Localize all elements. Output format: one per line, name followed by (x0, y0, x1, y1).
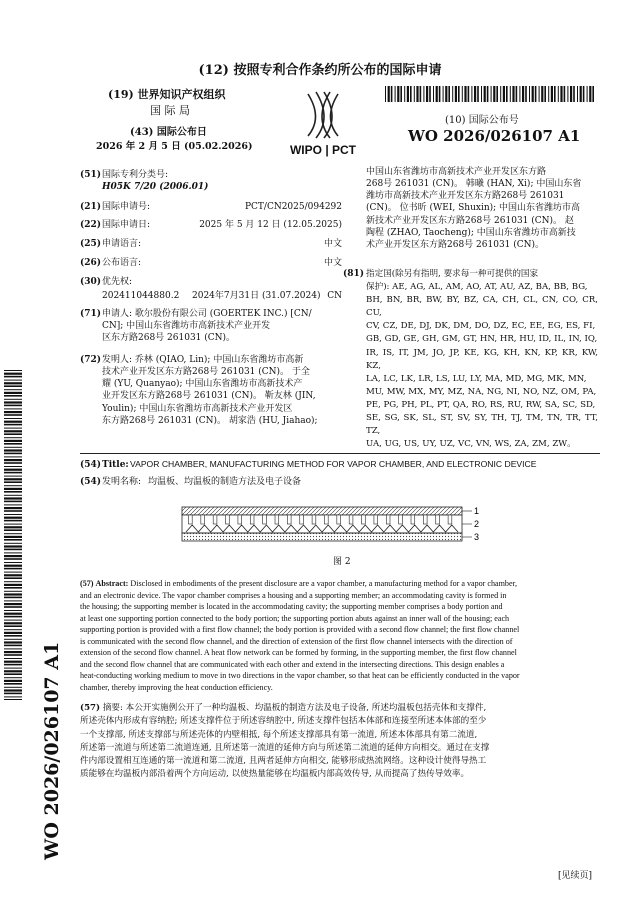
designated-line: GB, GD, GE, GH, GM, GT, HN, HR, HU, ID, IL, IN, IQ, (366, 334, 598, 345)
field-code: (57) (80, 703, 101, 713)
field-code: (54) (80, 477, 102, 487)
title-chinese-label: 发明名称: (102, 477, 142, 487)
field-label: 申请语言: (102, 239, 142, 249)
field-application-number (80, 201, 342, 215)
inventor-line: 技术产业开发区东方路268号 261031 (CN)。 于全 (102, 367, 310, 378)
title-chinese (80, 476, 600, 490)
figure-pillar (300, 515, 304, 524)
figure-pillar (386, 515, 390, 524)
field-ipc (80, 169, 342, 195)
inventor-line: 东方路268号 261031 (CN)。 胡家浩 (HU, Jiahao); (102, 415, 318, 426)
figure-label-2: 2 (474, 519, 480, 529)
field-publication-language (80, 257, 342, 271)
barcode-top (385, 86, 595, 102)
figure-pillar (374, 515, 378, 524)
figure-pillar (238, 515, 242, 524)
intl-pub-number: WO 2026/026107 A1 (408, 127, 581, 145)
figure-caption: 图 2 (333, 557, 351, 567)
abstract-chinese-line: 本公开实施例公开了一种均温板、均温板的制造方法及电子设备, 所述均温板包括壳体和支撑件, (125, 703, 487, 713)
section-divider (80, 453, 600, 454)
designated-line: SE, SG, SK, SL, ST, SV, SY, TH, TJ, TM, TN, TR, TT, TZ, (366, 413, 598, 437)
figure-top-plate (182, 507, 462, 515)
figure-bottom-plate (182, 533, 462, 541)
field-value: 中文 (323, 239, 342, 249)
inventor-line: Youlin); 中国山东省潍坊市高新技术产业开发区 (102, 403, 293, 414)
title-english (80, 459, 600, 473)
designated-line: LA, LC, LK, LR, LS, LU, LY, MA, MD, MG, MK, MN, (366, 373, 587, 384)
designated-line: UA, UG, US, UY, UZ, VC, VN, WS, ZA, ZM, ZW。 (366, 439, 576, 450)
field-label: 优先权: (102, 277, 133, 287)
field-code: (25) (80, 239, 102, 249)
figure-pillar (436, 515, 440, 524)
field-code: (26) (80, 258, 102, 268)
organization-bureau: 国 际 局 (150, 104, 190, 117)
abstract-english-line: heat-conducting working medium to move in two directions in the vapor chamber, so that heat can be efficiently conducted in the vapor (80, 671, 520, 680)
abstract-chinese-line: 一个支撑部, 所述支撑部与所述壳体的内壁相抵, 每个所述支撑部具有第一流道, 所述本体部具有第二流道, (80, 729, 478, 740)
field-code: (71) (80, 309, 102, 319)
abstract-english (80, 578, 600, 698)
designated-line: 保护): AE, AG, AL, AM, AO, AT, AU, AZ, BA, BB, BG, (366, 282, 588, 293)
figure-pillar (287, 515, 291, 524)
field-code: (81) (343, 269, 365, 279)
field-filing-language (80, 238, 342, 252)
inventor-line: 业开发区东方路268号 261031 (CN)。 靳友林 (JIN, (102, 391, 316, 402)
field-inventors-continued (366, 166, 596, 262)
inventor-line: 潍坊市高新技术产业开发区东方路268号 261031 (366, 191, 565, 202)
abstract-english-line: and the second flow channel that are communicated with each other and extend in the intersecting directions. This design enables a (80, 659, 505, 669)
field-value: 中文 (323, 258, 342, 268)
figure-pillar (263, 515, 267, 524)
figure-pillar (362, 515, 366, 524)
field-code: (51) (80, 170, 102, 180)
inventor-line: 耀 (YU, Quanyao); 中国山东省潍坊市高新技术产 (102, 379, 303, 390)
inventor-line: 新技术产业开发区东方路268号 261031 (CN)。 赵 (366, 215, 574, 226)
figure-pillar (411, 515, 415, 524)
field-label: 国际申请号: (102, 202, 151, 212)
priority-date: 2024年7月31日 (31.07.2024) (192, 291, 321, 301)
figure-middle-layer (182, 515, 462, 533)
abstract-chinese-line: 件内部设置相互连通的第一流道和第二流道, 且两者延伸方向相交, 能够形成热流网络。这种设计使得导热工 (80, 756, 487, 767)
abstract-english-line: at least one supporting portion connected to the body portion; the supporting portion abuts against an inner wall of the housing; each (80, 613, 510, 623)
field-inventors (80, 354, 342, 434)
designated-line: CV, CZ, DE, DJ, DK, DM, DO, DZ, EC, EE, EG, ES, FI, (366, 321, 596, 332)
document-title: (12) 按照专利合作条约所公布的国际申请 (198, 63, 442, 78)
field-value: PCT/CN2025/094292 (244, 202, 342, 212)
title-english-text: VAPOR CHAMBER, MANUFACTURING METHOD FOR VAPOR CHAMBER, AND ELECTRONIC DEVICE (130, 459, 537, 469)
field-code: (22) (80, 220, 102, 230)
figure-pillar (226, 515, 230, 524)
field-code: (30) (80, 277, 102, 287)
inventor-line: 陶程 (ZHAO, Taocheng); 中国山东省潍坊市高新技 (366, 227, 576, 238)
inventor-line: (CN)。 位书昕 (WEI, Shuxin); 中国山东省潍坊市高 (366, 203, 581, 214)
figure-pillar (312, 515, 316, 524)
field-designated-states (343, 268, 599, 450)
logo-text: WIPO | PCT (289, 143, 357, 157)
figure-pillar (349, 515, 353, 524)
figure-pillar (423, 515, 427, 524)
vertical-pub-number: WO 2026/026107 A1 (41, 641, 63, 860)
applicant-line: CN]; 中国山东省潍坊市高新技术产业开发 (102, 321, 271, 332)
designated-line: PE, PG, PH, PL, PT, QA, RO, RS, RU, RW, SA, SC, SD, (366, 399, 596, 410)
field-filing-date (80, 219, 342, 233)
abstract-english-line: Disclosed in embodiments of the present disclosure are a vapor chamber, a manufacturing method for a vapor chamber, (130, 579, 517, 588)
abstract-chinese-line: 所述第一流道与所述第二流道连通, 且所述第一流道的延伸方向与所述第二流道的延伸方向相交。通过在支撑 (80, 742, 490, 753)
figure-pillar (201, 515, 205, 524)
applicant-line: 申请人: 歌尔股份有限公司 (GOERTEK INC.) [CN/ (102, 309, 312, 319)
publication-date: 2026 年 2 月 5 日 (05.02.2026) (96, 141, 253, 152)
abstract-english-label: Abstract: (95, 579, 129, 588)
priority-number: 202411044880.2 (102, 291, 180, 301)
abstract-english-line: supporting portion is provided with a first flow channel; the body portion is provided with a second flow channel; the first flow channel (80, 625, 520, 634)
inventor-line: 中国山东省潍坊市高新技术产业开发区东方路 (366, 167, 547, 177)
title-english-label: Title: (102, 460, 129, 470)
field-label: 国际专利分类号: (102, 170, 169, 180)
abstract-english-line: and an electronic device. The vapor chamber comprises a housing and a supporting member; an accommodating cavity is formed in (80, 590, 507, 600)
field-value: H05K 7/20 (2006.01) (102, 182, 209, 192)
designated-line: MU, MW, MX, MY, MZ, NA, NG, NI, NO, NZ, OM, PA, (366, 386, 597, 397)
priority-country: CN (327, 291, 342, 301)
abstract-english-line: the housing; the supporting member is located in the accommodating cavity; the supporting member comprises a body portion and (80, 602, 503, 611)
designated-line: IR, IS, IT, JM, JO, JP, KE, KG, KH, KN, KP, KR, KW, KZ, (366, 347, 598, 371)
see-continuation-link[interactable]: [见续页] (558, 871, 593, 881)
field-applicant (80, 308, 342, 348)
figure-pillar (275, 515, 279, 524)
inventor-line: 术产业开发区东方路268号 261031 (CN)。 (366, 239, 545, 250)
field-code: (54) (80, 460, 102, 470)
publication-date-label: (43) 国际公布日 (130, 127, 207, 138)
figure-pillar (399, 515, 403, 524)
figure-pillar (337, 515, 341, 524)
designated-line: 指定国(除另有指明, 要求每一种可提供的国家 (366, 269, 539, 279)
figure-pillar (213, 515, 217, 524)
abstract-english-line: extension of the second flow channel. A heat flow network can be formed by forming, in the supporting member, the first flow channel (80, 648, 517, 657)
abstract-chinese-line: 质能够在均温板内部沿着两个方向运动, 以使热量能够在均温板内部高效传导, 从而提高了热传导效率。 (80, 769, 470, 780)
designated-line: BH, BN, BR, BW, BY, BZ, CA, CH, CL, CN, CO, CR, CU, (366, 295, 598, 319)
figure-pillar (188, 515, 192, 524)
abstract-chinese-line: 所述壳体内形成有容纳腔; 所述支撑件位于所述容纳腔中, 所述支撑件包括本体部和连接至所述本体部的至少 (80, 716, 487, 727)
figure-label-3: 3 (474, 532, 480, 542)
field-code: (57) (80, 579, 94, 588)
field-value: 2025 年 5 月 12 日 (12.05.2025) (199, 220, 342, 230)
field-priority (80, 276, 342, 304)
organization-name: (19) 世界知识产权组织 (108, 88, 226, 101)
abstract-chinese-label: 摘要: (102, 703, 123, 713)
figure-pillar (448, 515, 452, 524)
figure-label-1: 1 (474, 506, 480, 516)
inventor-line: 发明人: 乔林 (QIAO, Lin); 中国山东省潍坊市高新 (102, 355, 304, 365)
figure-vapor-chamber (180, 505, 480, 550)
applicant-line: 区东方路268号 261031 (CN)。 (102, 333, 236, 344)
field-label: 国际申请日: (102, 220, 151, 230)
figure-pillar (250, 515, 254, 524)
abstract-english-line: chamber, thereby improving the heat conduction efficiency. (80, 682, 273, 692)
field-code: (21) (80, 202, 102, 212)
abstract-english-line: is communicated with the second flow channel, and the direction of extension of the first flow channel intersects with the direction of (80, 636, 513, 646)
barcode-left (4, 370, 22, 700)
field-label: 公布语言: (102, 258, 142, 268)
figure-pillar (324, 515, 328, 524)
title-chinese-text: 均温板、均温板的制造方法及电子设备 (148, 477, 302, 487)
abstract-chinese (80, 702, 600, 782)
intl-pub-number-label: (10) 国际公布号 (445, 115, 519, 126)
inventor-line: 268号 261031 (CN)。 韩曦 (HAN, Xi); 中国山东省 (366, 179, 582, 190)
wipo-pct-logo (268, 88, 378, 160)
field-code: (72) (80, 355, 102, 365)
